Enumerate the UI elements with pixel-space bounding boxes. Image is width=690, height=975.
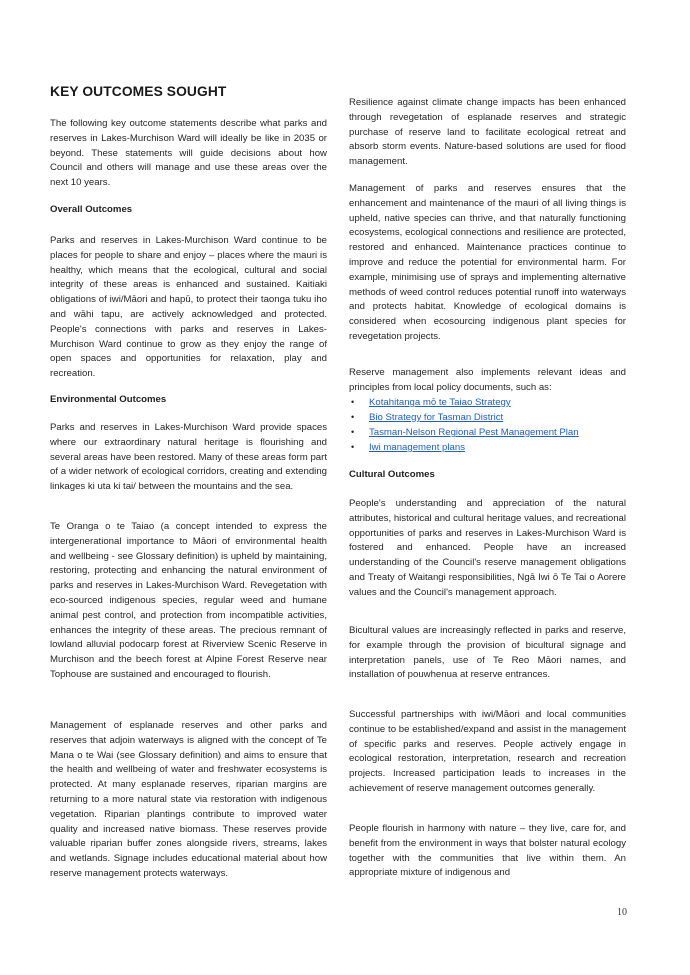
cultural-paragraph-2: Bicultural values are increasingly reflected in parks and reserve, for example through the provision of bicultural signage and interpretation panels, use of Te Reo Māori names, and installation of pouwhenua at reserve entrances.: [349, 625, 626, 681]
environmental-outcomes-heading: Environmental Outcomes: [50, 394, 167, 405]
cultural-paragraph-1: People's understanding and appreciation of the natural attributes, historical and cultural heritage values, and recreational opportunities of parks and reserves in Lakes-Murchison Ward is fostered and enhanced. People have an increased understanding of the Council's reserve management obligations and Treaty of Waitangi responsibilities, Ngā Iwi ō Te Tai o Aorere values and the Council's management approach.: [349, 498, 626, 598]
overall-outcomes-paragraph: Parks and reserves in Lakes-Murchison Ward continue to be places for people to share and enjoy – places where the mauri is healthy, which means that the ecological, cultural and social integrity of these areas is enhanced and sustained. Kaitiaki obligations of iwi/Māori and hapū, to protect their taonga tuku iho and wāhi tapu, are actively acknowledged and protected. People's connections with parks and reserves in Lakes-Murchison Ward continue to grow as they enjoy the range of open spaces and opportunities for relaxation, play and recreation.: [50, 235, 327, 380]
resilience-paragraph: Resilience against climate change impacts has been enhanced through revegetation of esplanade reserves and strategic purchase of reserve land to facilitate ecological retreat and absorb storm events. Nature-based solutions are used for flood management.: [349, 97, 626, 168]
page-number: 10: [617, 907, 627, 918]
environmental-paragraph-2: Te Oranga o te Taiao (a concept intended to express the intergenerational importance to Māori of environmental health and wellbeing - see Glossary definition) is upheld by maintaining, restoring, protecting and enhancing the natural environment of parks and reserves in Lakes-Murchison Ward. Revegetation with eco-sourced indigenous species, regular weed and humane animal pest control, and protection from incompatible activities, enhances the integrity of these areas. The precious remnant of lowland alluvial podocarp forest at Riverview Scenic Reserve in Murchison and the beech forest at Alpine Forest Reserve near Tophouse are sustained and encouraged to flourish.: [50, 521, 327, 680]
environmental-paragraph-3: Management of esplanade reserves and other parks and reserves that adjoin waterways is aligned with the concept of Te Mana o te Wai (see Glossary definition) and aims to ensure that the health and wellbeing of water and freshwater ecosystems is protected. At many esplanade reserves, riparian margins are returning to a more natural state via restoration with indigenous vegetation. Riparian plantings contribute to improved water quality and increased native biomass. These reserves provide valuable riparian buffer zones alongside rivers, streams, lakes and wetlands. Signage includes educational material about how reserve management protects waterways.: [50, 720, 327, 879]
bullet-icon: •: [351, 442, 355, 452]
policy-links-list: [349, 395, 626, 455]
policy-list-item: [349, 410, 626, 425]
link-bio-strategy[interactable]: Bio Strategy for Tasman District: [369, 412, 504, 423]
environmental-paragraph-1: Parks and reserves in Lakes-Murchison Ward provide spaces where our extraordinary natural heritage is flourishing and several areas have been restored. Many of these areas form part of a wider network of ecological corridors, creating and extending linkages ki uta ki tai/ between the mountains and the sea.: [50, 422, 327, 493]
bullet-icon: •: [351, 427, 355, 437]
policy-list-item: [349, 395, 626, 410]
intro-paragraph: The following key outcome statements describe what parks and reserves in Lakes-Murchison Ward will ideally be like in 2035 or beyond. These statements will guide decisions about how Council and others will manage and use these areas over the next 10 years.: [50, 118, 327, 189]
bullet-icon: •: [351, 412, 355, 422]
cultural-outcomes-heading: Cultural Outcomes: [349, 469, 435, 480]
management-paragraph: Management of parks and reserves ensures that the enhancement and maintenance of the mauri of all living things is upheld, native species can thrive, and that naturally functioning ecosystems, ecological connections and resilience are protected, restored and enhanced. Maintenance practices continue to improve and reduce the potential for environmental harm. For example, minimising use of sprays and implementing alternative methods of weed control reduces potential runoff into waterways and protects habitat. Knowledge of ecological domains is considered when ecosourcing indigenous plant species for revegetation projects.: [349, 183, 626, 342]
overall-outcomes-heading: Overall Outcomes: [50, 204, 133, 215]
policy-list-item: [349, 425, 626, 440]
link-iwi-management-plans[interactable]: Iwi management plans: [369, 442, 465, 453]
link-kotahitanga-strategy[interactable]: Kotahitanga mō te Taiao Strategy: [369, 397, 511, 408]
page-title: KEY OUTCOMES SOUGHT: [50, 84, 227, 99]
bullet-icon: •: [351, 397, 355, 407]
cultural-paragraph-4: People flourish in harmony with nature – they live, care for, and benefit from the environment in ways that bolster natural ecology together with the communities that live within them. An appropriate mixture of indigenous and: [349, 823, 626, 879]
link-pest-management-plan[interactable]: Tasman-Nelson Regional Pest Management Plan: [369, 427, 579, 438]
cultural-paragraph-3: Successful partnerships with iwi/Māori and local communities continue to be established/expand and assist in the management of specific parks and reserves. People actively engage in ecological restoration, interpretation, research and recreation projects. Increased participation leads to increases in the achievement of reserve management outcomes generally.: [349, 709, 626, 794]
policy-intro-paragraph: Reserve management also implements relevant ideas and principles from local policy documents, such as:: [349, 367, 626, 393]
policy-list-item: [349, 440, 626, 455]
